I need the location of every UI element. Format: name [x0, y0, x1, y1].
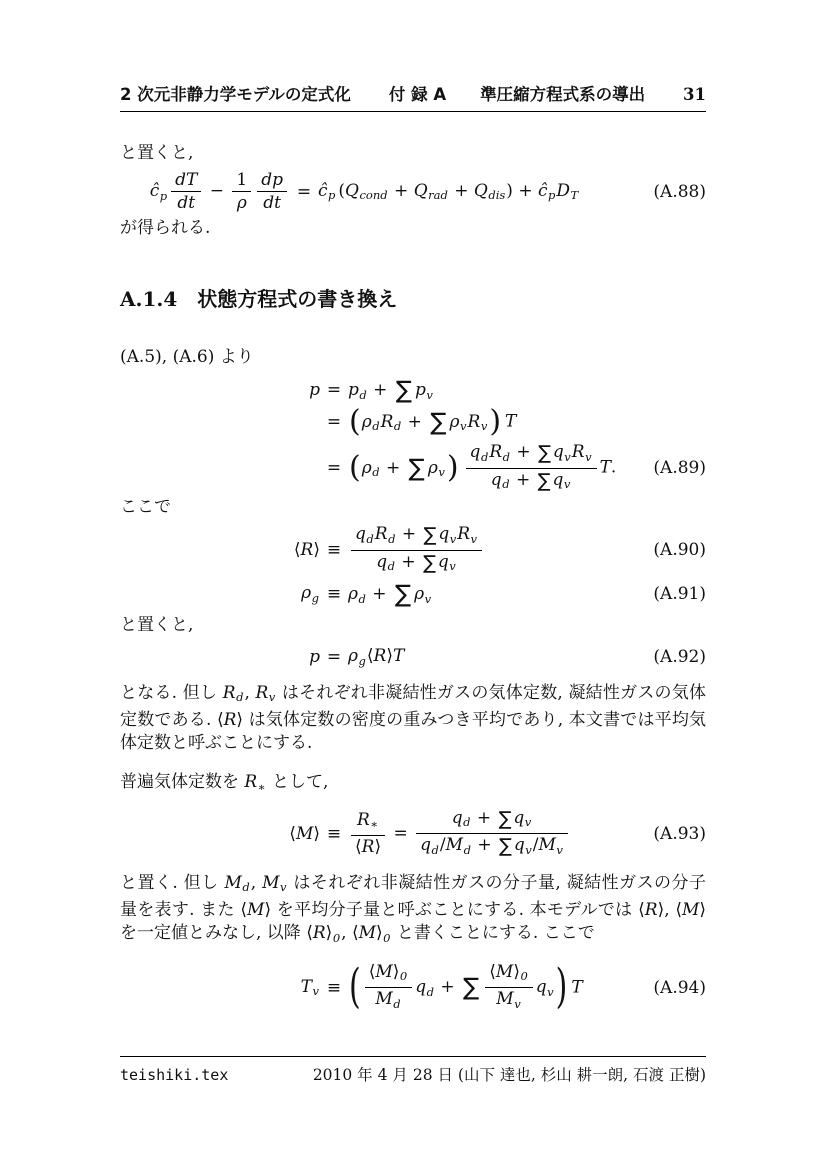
equation-a90-relation: ≡ — [326, 540, 342, 560]
section-number: A.1.4 — [120, 287, 178, 311]
universal-gas-constant-line: 普遍気体定数を $R_∗$ として, — [120, 772, 329, 794]
equation-a89-row3-rhs: ($\rho_d$ + ∑ $\rho_v$) $q_dR_d$ + ∑ $q_vR_v$ $q_d$ + ∑ $q_v$ T. — [349, 442, 617, 492]
equation-a90-rhs: $q_dR_d$ + ∑ $q_vR_v$ $q_d$ + ∑ $q_v$ — [348, 524, 485, 576]
equation-a89-row1-lhs: p — [309, 380, 320, 400]
after-a88-text: が得られる. — [120, 218, 211, 238]
equation-a90 — [120, 524, 706, 576]
kokode-text: ここで — [120, 497, 171, 517]
equation-a91 — [120, 582, 706, 606]
section-heading — [120, 283, 706, 312]
equation-a89-row2 — [120, 404, 706, 439]
equation-a94-number: (A.94) — [653, 977, 706, 998]
equation-a92-relation: = — [326, 646, 342, 667]
equation-a93-relation: ≡ — [326, 823, 342, 844]
lead-in-text-1: と置くと, — [120, 143, 194, 163]
equation-a88-number: (A.88) — [653, 181, 706, 202]
footer-date: 2010 年 4 月 28 日 (山下 達也, 杉山 耕一朗, 石渡 正樹) — [312, 1066, 706, 1084]
equation-a89-row1-relation: = — [326, 380, 342, 400]
equation-a92 — [120, 646, 706, 668]
equation-a88 — [120, 170, 706, 213]
footer-filename: teishiki.tex — [120, 1066, 229, 1084]
header-chapter-title: 2 次元非静力学モデルの定式化 — [120, 85, 351, 104]
equation-a91-lhs: $\rho_g$ — [301, 583, 319, 605]
header-appendix — [389, 84, 645, 106]
lead-in-text-2: と置くと, — [120, 615, 194, 635]
equation-a93-lhs: ⟨M⟩ — [289, 823, 320, 844]
equation-a88-relation: = — [296, 181, 312, 202]
section-title: 状態方程式の書き換え — [197, 287, 398, 311]
equation-a89-row2-rhs: ($\rho_dR_d$ + ∑ $\rho_vR_v$) T — [349, 404, 517, 439]
equation-a89-row3 — [120, 442, 706, 494]
reference-line: (A.5), (A.6) より — [120, 347, 254, 367]
equation-a91-relation: ≡ — [326, 584, 342, 604]
equation-a94-lhs: $T_v$ — [300, 976, 319, 999]
equation-a93-number: (A.93) — [653, 823, 706, 844]
header-appendix-label: 付 録 A — [388, 85, 447, 104]
equation-a92-rhs: $\rho_g⟨R⟩T$ — [348, 646, 405, 668]
equation-a89-row1-rhs: $p_d$ + ∑ $p_v$ — [348, 376, 433, 404]
equation-a90-number: (A.90) — [653, 540, 706, 560]
equation-a94 — [120, 959, 706, 1014]
equation-a89-row2-relation: = — [326, 412, 342, 432]
running-header — [120, 84, 706, 112]
equation-a91-number: (A.91) — [653, 584, 706, 604]
equation-a89-row1 — [120, 378, 706, 402]
equation-a94-rhs: ( $\frac{⟨M⟩_0}{M_d}$ $q_d$ + ∑ $\frac{⟨M⟩_0}{M_v}$ $q_v$) T — [349, 959, 583, 1014]
equation-a88-lhs: $ĉ_p$ $\frac{dT}{dt}$ − $\frac{1}{\rho}$ $\frac{dp}{dt}$ — [120, 170, 290, 213]
equation-a91-rhs: $\rho_d$ + ∑ $\rho_v$ — [348, 580, 432, 608]
page-footer — [120, 1056, 706, 1085]
equation-a89-number: (A.89) — [653, 458, 706, 478]
equation-a92-number: (A.92) — [653, 646, 706, 667]
header-appendix-title: 準圧縮方程式系の導出 — [480, 85, 646, 104]
equation-a89 — [120, 378, 706, 494]
equation-a93-rhs: $\frac{R_∗}{⟨R⟩}$ = $\frac{q_d + \sum q_v}{q_d/M_d + \sum q_v/M_v}$ — [348, 808, 571, 860]
paragraph-gas-constants: となる. 但し $R_d$, $R_v$ はそれぞれ非凝結性ガスの気体定数, 凝結性ガスの気体定数である. ⟨R⟩ は気体定数の密度の重みつき平均であり, 本文書では平均気体定数と呼ぶことにする. — [120, 682, 707, 753]
equation-a94-relation: ≡ — [326, 977, 342, 998]
equation-a89-row3-relation: = — [326, 458, 342, 478]
equation-a90-lhs: ⟨R⟩ — [293, 540, 320, 560]
equation-a88-rhs: $ĉ_p$ $(Q_{cond} + Q_{rad} + Q_{dis})$ + $ĉ_pD_T$ — [318, 180, 579, 203]
header-page-number: 31 — [683, 85, 706, 104]
paragraph-molecular-weights: と置く. 但し $M_d$, $M_v$ はそれぞれ非凝結性ガスの分子量, 凝結性ガスの分子量を表す. また ⟨M⟩ を平均分子量と呼ぶことにする. 本モデルでは ⟨R⟩, ⟨M⟩ を一定値とみなし, 以降 $⟨R⟩_0$, $⟨M⟩_0$ と書くことにする. ここで — [120, 872, 712, 945]
equation-a93 — [120, 808, 706, 860]
equation-a92-lhs: p — [309, 646, 320, 667]
